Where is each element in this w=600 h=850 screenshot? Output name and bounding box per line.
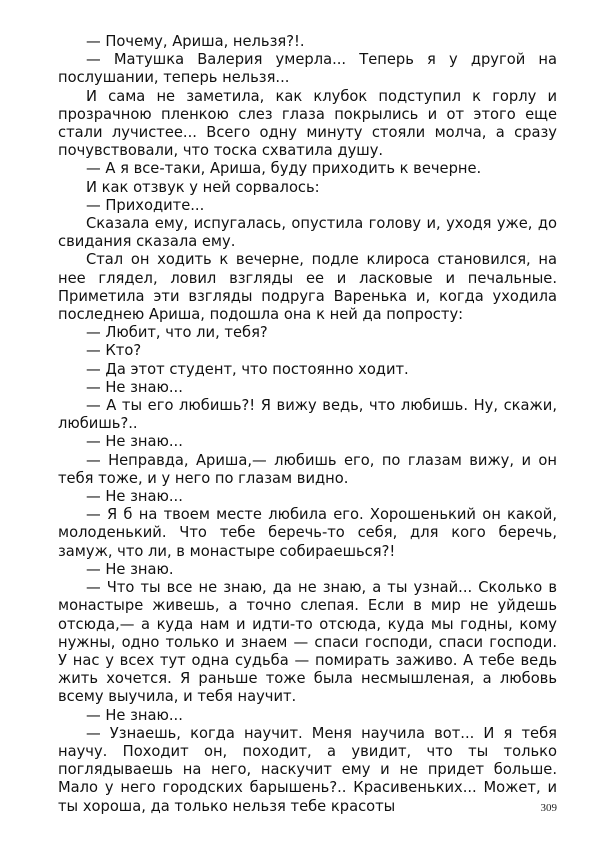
paragraph: — Кто? <box>86 342 142 360</box>
paragraph: — Любит, что ли, тебя? <box>86 324 268 342</box>
paragraph: — Неправда, Ариша,— любишь его, по глазам вижу, и он тебя тоже, и у него по глазам видно. <box>58 451 557 487</box>
paragraph: — Не знаю... <box>86 706 183 724</box>
paragraph: — Матушка Валерия умерла... Теперь я у другой на послушании, теперь нельзя... <box>58 51 557 87</box>
paragraph: И сама не заметила, как клубок подступил к горлу и прозрачною пленкою слез глаза покрылись и от этого еще стали лучистее... Всего одну минуту стояли молча, а сразу почувствовали, что тоска схватила душу. <box>58 87 557 160</box>
page-number: 309 <box>540 802 557 814</box>
paragraph: — Что ты все не знаю, да не знаю, а ты узнай... Сколько в монастыре живешь, а точно слепая. Если в мир не уйдешь отсюда,— а куда нам и идти-то отсюда, куда мы годны, кому нужны, одно только и знаем — спаси господи, спаси господи. У нас у всех тут одна судьба — помирать заживо. А тебе ведь жить хочется. Я раньше тоже была несмышленая, а любовь всему выучила, и тебя научит. <box>58 579 557 706</box>
paragraph: — Не знаю... <box>86 378 183 396</box>
paragraph: — Узнаешь, когда научит. Меня научила вот... И я тебя научу. Походит он, походит, а увидит, что ты только поглядываешь на него, наскучит ему и не придет больше. Мало у него городских барышень?.. Красивеньких... Может, и ты хороша, да только нельзя тебе красоты <box>58 724 557 815</box>
paragraph: Сказала ему, испугалась, опустила голову и, уходя уже, до свидания сказала ему. <box>58 215 557 251</box>
paragraph: — Не знаю... <box>86 488 183 506</box>
paragraph: — Не знаю. <box>86 560 174 578</box>
paragraph: И как отзвук у ней сорвалось: <box>86 178 320 196</box>
paragraph: — А ты его любишь?! Я вижу ведь, что любишь. Ну, скажи, любишь?.. <box>58 397 557 433</box>
paragraph: — А я все-таки, Ариша, буду приходить к вечерне. <box>86 160 482 178</box>
paragraph: — Я б на твоем месте любила его. Хорошенький он какой, молоденький. Что тебе беречь-то себя, для кого беречь, замуж, что ли, в монастыре собираешься?! <box>58 506 557 560</box>
paragraph: — Не знаю... <box>86 433 183 451</box>
paragraph: — Приходите... <box>86 196 205 214</box>
body-text <box>58 33 557 816</box>
paragraph: — Почему, Ариша, нельзя?!. <box>86 33 305 50</box>
paragraph: Стал он ходить к вечерне, подле клироса становился, на нее глядел, ловил взгляды ее и ласковые и печальные. Приметила эти взгляды подруга Варенька и, когда уходила последнею Ариша, подошла она к ней да попросту: <box>58 251 557 324</box>
paragraph: — Да этот студент, что постоянно ходит. <box>86 360 409 378</box>
